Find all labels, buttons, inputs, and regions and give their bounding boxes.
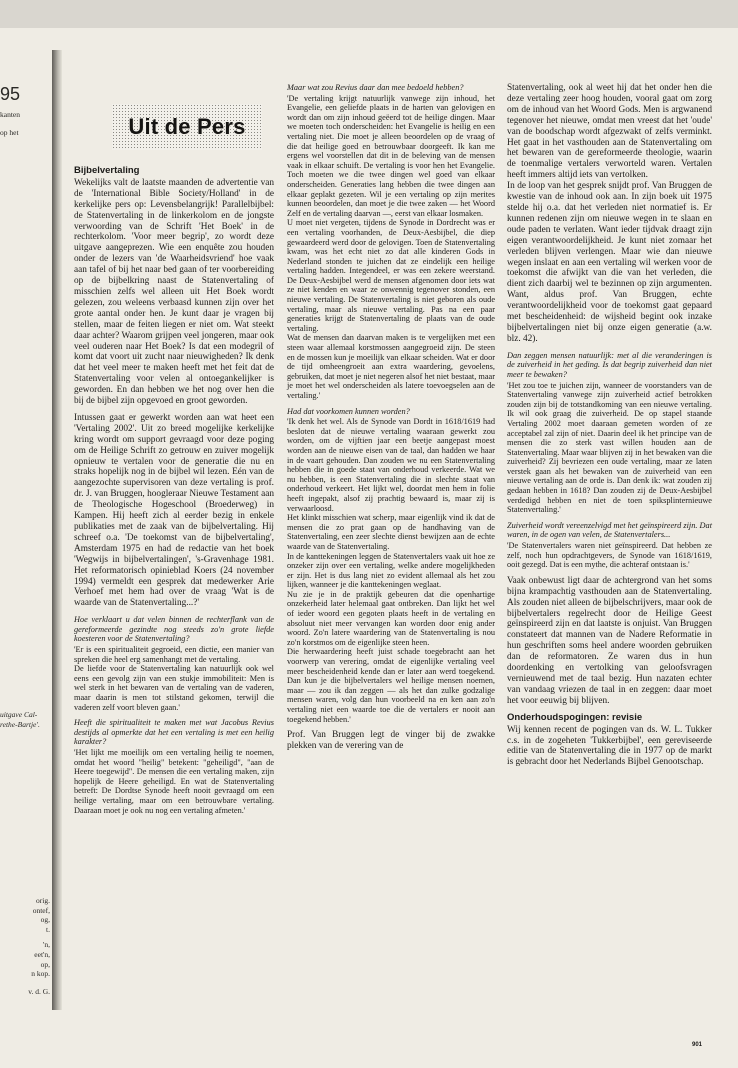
- interview-answer: 'Het lijkt me moeilijk om een vertaling heilig te noemen, omdat het woord "heilig" betekent: "geheiligd", "aan de Heere toegewijd". De mensen die een vertaling maken, zijn hopelijk de Heere geheiligd. En wat de Statenvertaling betreft: De Dordtse Synode heeft nooit gevraagd om een heilige vertaling, maar om een betrouwbare vertaling. Daaraan moet je ook nu nog een vertaling afmeten.': [74, 747, 274, 815]
- column-right: [507, 83, 712, 774]
- interview-answer: U moet niet vergeten, tijdens de Synode in Dordrecht was er een vertaling voorhanden, de Deux-Aesbijbel, die diep gewaardeerd werd door de gelovigen. Toen de Statenvertaling kwam, was het echt niet zo dat alle kinderen Gods in Nederland stonden te juichen dat ze eindelijk een heilige vertaling hadden. Integendeel, er was een zekere weerstand. De Deux-Aesbijbel werd de mensen afgenomen door iets wat ze niet kenden en waar ze onwennig tegenover stonden, een nieuwe vertaling. De Statenvertaling is niet geboren als oude vertaling, maar als nieuwe vertaling. Pas na een paar generaties krijgt de Statenvertaling de plaats van de oude vertaling.: [287, 218, 495, 333]
- interview-answer: Het klinkt misschien wat scherp, maar eigenlijk vind ik dat de mensen die zo prat gaan op de handhaving van de Statenvertaling, een zeer slechte dienst bewijzen aan de echte waarde van de Statenvertaling.: [287, 513, 495, 551]
- paragraph: Prof. Van Bruggen legt de vinger bij de zwakke plekken van de verering van de: [287, 730, 495, 752]
- margin-caption: [0, 710, 52, 729]
- margin-line: n kop.: [31, 969, 50, 979]
- interview-answer: 'De Statenvertalers waren niet geïnspireerd. Dat hebben ze zelf, noch hun opdrachtgevers, de Synode van 1618/1619, ooit gezegd. Dat is een mythe, die achteraf ontstaan is.': [507, 541, 712, 570]
- paragraph: In de loop van het gesprek snijdt prof. Van Bruggen de kwestie van de inhoud ook aan. In zijn boek uit 1975 stelde hij o.a. dat het verleden niet normatief is. Er kunnen redenen zijn om nieuwe wegen in te slaan en oude paden te verlaten. Want ieder tijdvak draagt zijn eigen verantwoordelijkheid. Je kunt niet zomaar het verleden blijven verlengen. Maar wie dan nieuwe wegen inslaat en aan een vertaling wil werken voor de toekomst die afwijkt van die van het verleden, die dient zich daarbij wel te bezinnen op zijn argumenten. Want, aldus prof. Van Bruggen, echte verantwoordelijkheid voor de toekomst gaat gepaard met bescheidenheid: de wijsheid begint ook inzake bijbelvertalingen niet bij onze eigen generatie (a.w. blz. 42).: [507, 181, 712, 344]
- article-heading: Bijbelvertaling: [74, 165, 140, 176]
- column-left: [74, 166, 274, 821]
- paragraph: Intussen gaat er gewerkt worden aan wat heet een 'Vertaling 2002'. Uit zo breed mogelijke kerkelijke kring wordt om support gevraagd voor deze poging om de Heilige Schrift zo getrouw en zuiver mogelijk opnieuw te vertalen voor de generatie die nu en straks hopelijk nog in de bijbel wil lezen. Eén van de aangezochte supervisoren van deze vertaling is prof. dr. J. van Bruggen, hoogleraar Nieuwe Testament aan de Theologische Hogeschool (Broederweg) in Kampen. Hij heeft zich al eerder bezig in enkele publikaties met de zaak van de bijbelvertaling. Hij schreef o.a. 'De toekomst van de bijbelvertaling', Amsterdam 1975 en had de redactie van het boek 'Wegwijs in bijbelvertalingen', 's-Gravenhage 1981. Het reformatorisch opinieblad Koers (24 november 1994) vermeldt een gesprek dat medewerker Arie Verhoef met hem had over de vraag 'Wat is de waarde van de Statenvertaling...?': [74, 412, 274, 609]
- margin-fragment-bottom: [0, 896, 50, 996]
- section-title: Uit de Pers: [128, 114, 246, 139]
- interview-answer: Die herwaardering heeft juist schade toegebracht aan het voorwerp van verering, omdat de eigenlijke vertaling veel meer bescheidenheid kende dan er later aan werd toegekend. Dan kun je die bijbelvertalers wel heilige mensen noemen, maar — zou ik dan zeggen — als het dan zulke godzalige mensen waren, volg dan hun voorbeeld na en ken aan zo'n vertaling niet een waarde toe die de vertalers er nooit aan toegekend hebben.': [287, 647, 495, 724]
- margin-line: op,: [40, 959, 50, 969]
- margin-line: og,: [40, 915, 50, 925]
- margin-signature: v. d. G.: [28, 986, 50, 996]
- paragraph: Statenvertaling, ook al weet hij dat het onder hen die deze vertaling zeer hoog houden, vooral gaat om zorg om de inhoud van het Woord Gods. Men is argwanend tegenover het nieuwe, omdat men vreest dat het 'oude' van de boodschap wordt afgezwakt of zelfs verminkt. Het gaat in het vasthouden aan de Statenvertaling om het bewaren van de gereformeerde theologie, waarin de toenmalige vertalers verworteld waren. Vertalen heeft immers altijd iets van vertolken.: [507, 83, 712, 181]
- interview-answer: De liefde voor de Statenvertaling kan natuurlijk ook wel eens een gevolg zijn van een stukje immobiliteit: Men is wel sterk in het bewaren van de vertaling van de vaderen, maar daarin is men tot stilstand gekomen, terwijl die vaderen zelf voort bleven gaan.': [74, 664, 274, 712]
- previous-page-number: 95: [0, 84, 21, 104]
- margin-line: t.: [46, 924, 50, 934]
- margin-line: ontef,: [32, 905, 50, 915]
- interview-question: Zuiverheid wordt vereenzelvigd met het geïnspireerd zijn. Dat waren, in de ogen van velen, de Statenvertalers...: [507, 520, 712, 540]
- interview-question: Maar wat zou Revius daar dan mee bedoeld hebben?: [287, 83, 464, 92]
- margin-line: orig.: [36, 896, 50, 905]
- margin-caption-line: rethe-Bartje'.: [0, 719, 40, 729]
- page-number: 901: [692, 1042, 703, 1048]
- page-gutter: [52, 50, 62, 1010]
- interview-question: Hoe verklaart u dat velen binnen de rechterflank van de gereformeerde gezindte nog steeds zo'n grote liefde koesteren voor de Statenvertaling?: [74, 615, 274, 644]
- section-heading: Onderhoudspogingen: revisie: [507, 711, 643, 723]
- interview-answer: Nu zie je in de praktijk gebeuren dat die openhartige onzekerheid later helemaal gaat ontbreken. Dan lijkt het wel of ieder woord een gegoten plaats heeft in de vertaling en absoluut niet meer vervangen kan worden door enig ander woord. Zo'n latere waardering van de Statenvertaling is nou zo'n korstmos om de eigenlijke steen heen.: [287, 589, 495, 647]
- interview-answer: 'Er is een spiritualiteit gegroeid, een dictie, een manier van spreken die heel erg samenhangt met de vertaling.: [74, 645, 274, 664]
- margin-line: op het: [0, 127, 19, 137]
- interview-answer: 'Ik denk het wel. Als de Synode van Dordt in 1618/1619 had besloten dat de nieuwe vertaling waaraan gewerkt zou worden, om de vijftien jaar een beetje aangepast moest worden aan de nieuwe eisen van de taal, dan hadden we haar in de vaart gehouden. Dan zouden we nu een Statenvertaling hebben die in goede staat van onderhoud verkeerde. Wat we nu hebben, is een Statenvertaling die in slechte staat van onderhoud verkeert. Het lijkt wel, doordat men hem in folie heeft ingepakt, alsof zij prachtig bewaard is, maar zij is verwaarloosd.: [287, 417, 495, 513]
- interview-answer: 'Het zou toe te juichen zijn, wanneer de voorstanders van de Statenvertaling vanwege zijn zuiverheid actief betrokken zouden zijn bij de totstandkoming van een nieuwe vertaling. Ik wil ook graag die zuiverheid. De op stapel staande Vertaling 2002 moet daaraan gemeten worden of ze acceptabel zal zijn of niet. Daarin deel ik het principe van de mensen die zo sterk vast willen houden aan de Statenvertaling. Maar waar blijven zij in het bewaken van die zuiverheid? Zij bevriezen een oude vertaling, maar ze laten verstek gaan als het bewaken van de zuiverheid van een nieuwe vertaling aan de orde is. Dan denk ik: wat zouden zij gedaan hebben in 1618? Dan zouden zij de Deux-Aesbijbel verdedigd hebben en niet de toen spiksplinternieuwe Statenvertaling.': [507, 380, 712, 515]
- margin-line: 'n,: [43, 940, 50, 950]
- section-title-box: [112, 104, 262, 150]
- interview-answer: 'De vertaling krijgt natuurlijk vanwege zijn inhoud, het Evangelie, een geliefde plaats in de harten van gelovigen en wordt dan om zijn inhoud geëerd tot de heilige dingen. Maar we moeten toch onderscheiden: het Evangelie is heilig en een vertaling niet. Die moet je alleen beoordelen op de vraag of die dat heilige goed en betrouwbaar doorgeeft. Ik kan me ergens wel voorstellen dat dit in de beleving van de mensen vaak in elkaar schuift. De vertaling is voor hen het Evangelie. Toch moeten we die twee dingen wel goed van elkaar onderscheiden. Generaties lang hebben die twee dingen aan elkaar geplakt gezeten. Wil je een vertaling op zijn merites kunnen beoordelen, dan moet je die twee zaken — het Woord Zelf en de vertaling daarvan —, eerst van elkaar losmaken.: [287, 93, 495, 218]
- margin-fragment-top: [0, 84, 52, 137]
- interview-answer: In de kanttekeningen leggen de Statenvertalers vaak uit hoe ze onzeker zijn over een vertaling, welke andere mogelijkheden er zijn. Het is dus lang niet zo evident allemaal als het zou lijken, wanneer je die kanttekeningen weglaat.: [287, 551, 495, 590]
- column-middle: [287, 83, 495, 758]
- margin-caption-line: uitgave Cal-: [0, 710, 38, 719]
- paragraph: Vaak onbewust ligt daar de achtergrond van het soms bijna krampachtig vasthouden aan de Statenvertaling. Als zouden niet alleen de bijbelschrijvers, maar ook de bijbelvertalers regelrecht door de Heilige Geest geïnspireerd zijn en dat laatste is onjuist. Van Bruggen constateert dat mannen van de Nadere Reformatie in hun geschriften soms heel andere woorden gebruiken dan de reformatoren. Ze waren dus in hun doordenking en vertolking van geloofsvragen vernieuwend met de taal bezig. Hun nazaten echter van vandaag vriezen de taal in en zeggen: daar moet het voor eeuwig bij blijven.: [507, 575, 712, 706]
- margin-line: kanten: [0, 110, 20, 119]
- paragraph: Wij kennen recent de pogingen van ds. W. L. Tukker c.s. in de zogeheten 'Tukkerbijbel', een gereviseerde editie van de Statenvertaling die in 1977 op de markt is gebracht door het Nederlands Bijbel Genootschap.: [507, 724, 712, 768]
- interview-question: Heeft die spiritualiteit te maken met wat Jacobus Revius destijds al opmerkte dat het een vertaling is met een heilig karakter?: [74, 718, 274, 747]
- margin-line: eet'n,: [34, 949, 50, 959]
- paragraph: Wekelijks valt de laatste maanden de advertentie van de 'International Bible Society/Holland' in de kerkelijke pers op: Levensbelangrijk! Parallelbijbel: de Statenvertaling in de linkerkolom en de jongste verwoording van de Schrift 'Het Boek' in de rechterkolom. 'Voor meer begrip', zo wordt deze uitgave aangeprezen. Wie een enquête zou houden onder de lezers van 'de Waarheidsvriend' hoe vaak aan tafel of bij het naar bed gaan of ter voorbereiding op de bijbelkring naast de Statenvertaling of misschien zelfs wel alleen uit Het Boek wordt gelezen, zou weleens verbaasd kunnen zijn over het grote aantal onder hen. Je kunt daar je vragen bij stellen, maar de feiten liegen er niet om. Wat steekt daar achter? Waarom grijpen veel jongeren, maar ook veel ouderen naar Het Boek? Is dat een modegril of komt dat voort uit zucht naar nieuwigheden? Ik denk dat het veel meer te maken heeft met het feit dat de Statenvertaling voor velen al ontoegankelijker is geworden. En dan hebben we het nog over hen die bij de bijbel zijn opgevoed en groot geworden.: [74, 177, 274, 407]
- interview-answer: Wat de mensen dan daarvan maken is te vergelijken met een steen waar allemaal korstmossen aangegroeid zijn. De steen en de mossen kun je moeilijk van elkaar scheiden. Wat er door de tijd omheengroeit aan extra waardering, gevoelens, gebruiken, dat moet je niet negeren alsof het niet bestaat, maar je moet het wel onderscheiden als latere toevoegselen aan de vertaling.': [287, 333, 495, 400]
- interview-question: Dan zeggen mensen natuurlijk: met al die veranderingen is de zuiverheid in het geding. Is dat begrip zuiverheid dan niet meer te bewaken?: [507, 350, 712, 379]
- interview-question: Had dat voorkomen kunnen worden?: [287, 406, 410, 416]
